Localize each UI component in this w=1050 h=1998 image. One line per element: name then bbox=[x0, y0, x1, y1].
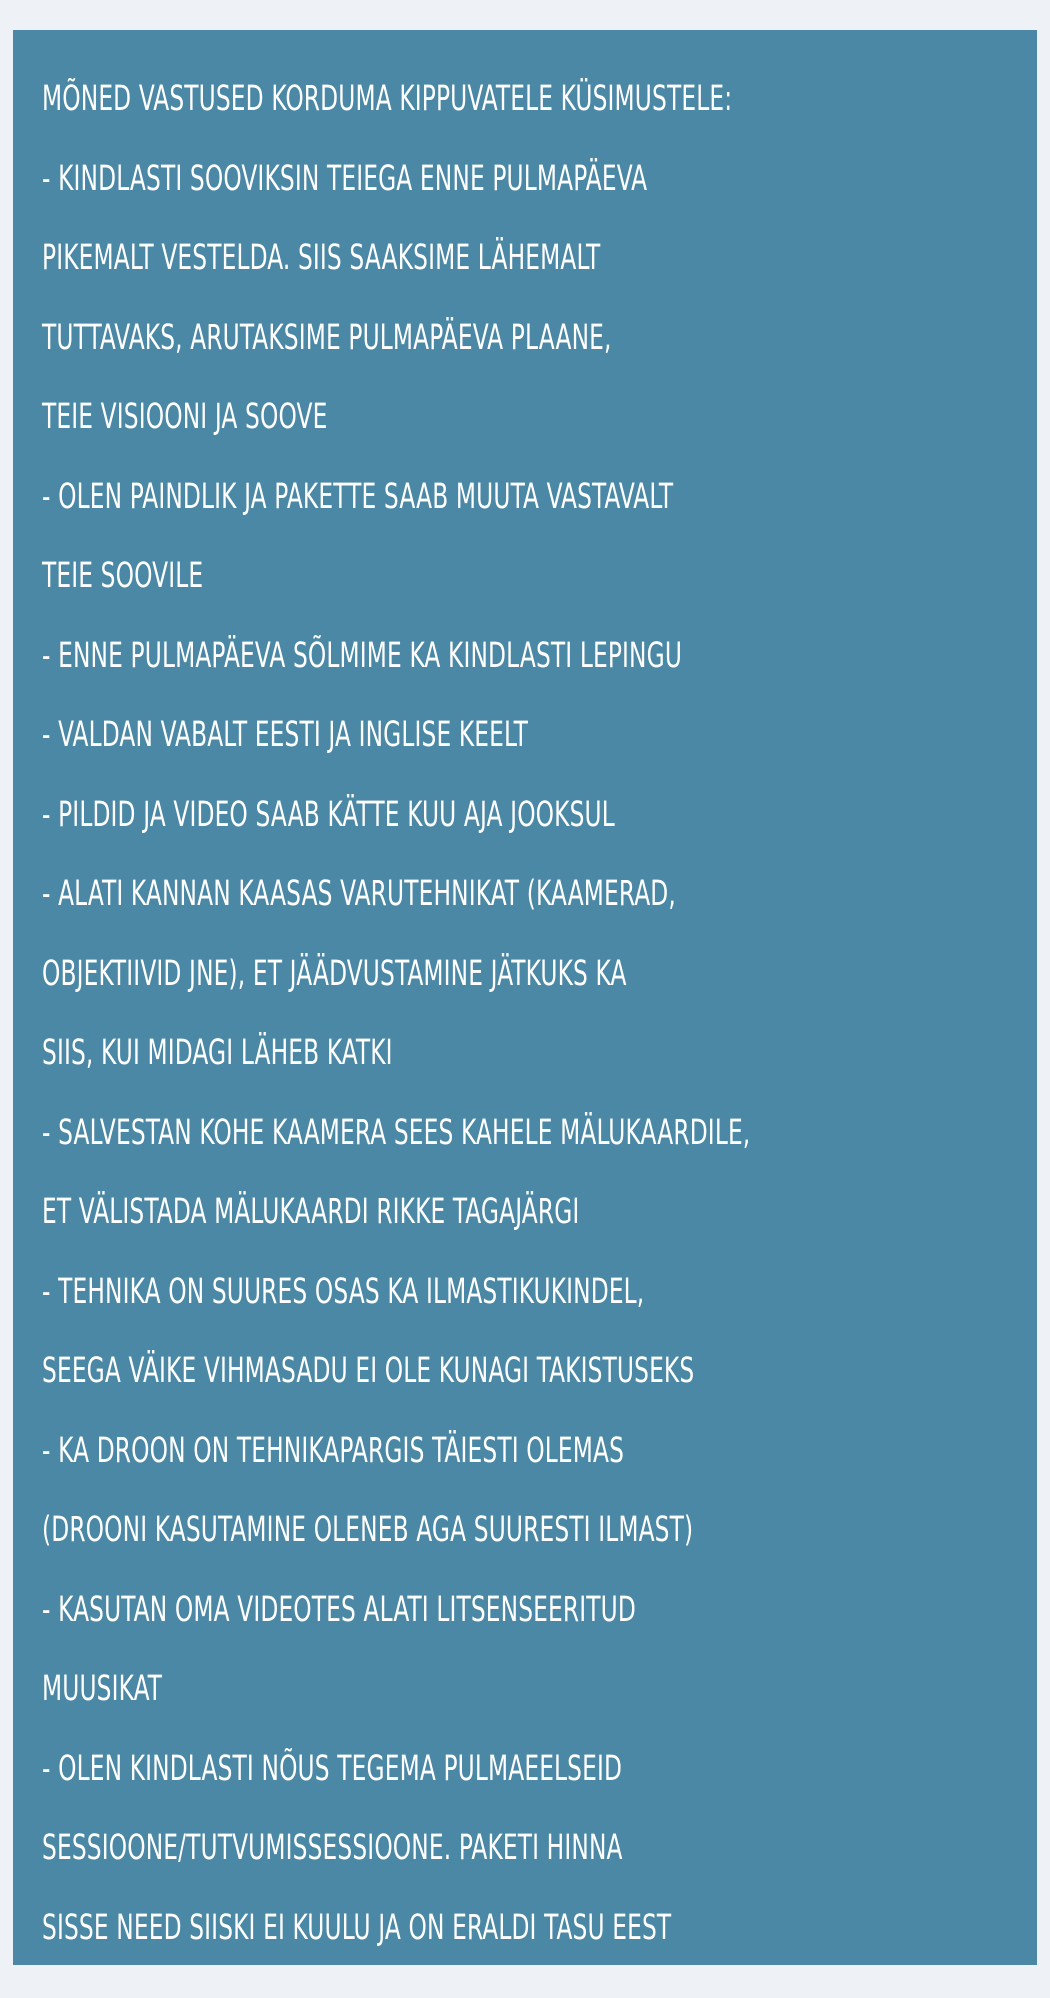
faq-line: SISSE NEED SIISKI EI KUULU JA ON ERALDI TASU EEST bbox=[42, 1907, 672, 1948]
faq-line: MUUSIKAT bbox=[42, 1669, 163, 1709]
faq-line: TUTTAVAKS, ARUTAKSIME PULMAPÄEVA PLAANE, bbox=[42, 317, 612, 358]
faq-line: OBJEKTIIVID JNE), ET JÄÄDVUSTAMINE JÄTKUKS KA bbox=[42, 953, 627, 994]
faq-line: (DROONI KASUTAMINE OLENEB AGA SUURESTI ILMAST) bbox=[42, 1510, 694, 1550]
faq-line: SEEGA VÄIKE VIHMASADU EI OLE KUNAGI TAKISTUSEKS bbox=[42, 1351, 695, 1391]
faq-line: SIIS, KUI MIDAGI LÄHEB KATKI bbox=[42, 1033, 393, 1073]
faq-line: - VALDAN VABALT EESTI JA INGLISE KEELT bbox=[42, 715, 528, 755]
faq-line: - OLEN PAINDLIK JA PAKETTE SAAB MUUTA VASTAVALT bbox=[42, 476, 674, 517]
faq-line: ET VÄLISTADA MÄLUKAARDI RIKKE TAGAJÄRGI bbox=[42, 1192, 580, 1232]
faq-line: - ALATI KANNAN KAASAS VARUTEHNIKAT (KAAMERAD, bbox=[42, 874, 676, 914]
faq-line: TEIE SOOVILE bbox=[42, 556, 204, 596]
faq-line: TEIE VISIOONI JA SOOVE bbox=[42, 397, 328, 437]
faq-line: - PILDID JA VIDEO SAAB KÄTTE KUU AJA JOOKSUL bbox=[42, 794, 615, 835]
faq-heading: MÕNED VASTUSED KORDUMA KIPPUVATELE KÜSIMUSTELE: bbox=[42, 79, 733, 119]
faq-line: - SALVESTAN KOHE KAAMERA SEES KAHELE MÄLUKAARDILE, bbox=[42, 1112, 751, 1153]
faq-line: - TEHNIKA ON SUURES OSAS KA ILMASTIKUKINDEL, bbox=[42, 1271, 645, 1312]
faq-line: - KA DROON ON TEHNIKAPARGIS TÄIESTI OLEMAS bbox=[42, 1430, 625, 1471]
faq-line: - ENNE PULMAPÄEVA SÕLMIME KA KINDLASTI LEPINGU bbox=[42, 635, 683, 676]
faq-line: - KASUTAN OMA VIDEOTES ALATI LITSENSEERITUD bbox=[42, 1589, 636, 1630]
faq-line: - KINDLASTI SOOVIKSIN TEIEGA ENNE PULMAPÄEVA bbox=[42, 158, 648, 199]
faq-line: PIKEMALT VESTELDA. SIIS SAAKSIME LÄHEMALT bbox=[42, 238, 601, 278]
faq-line: - OLEN KINDLASTI NÕUS TEGEMA PULMAEELSEID bbox=[42, 1748, 623, 1789]
faq-panel bbox=[13, 30, 1037, 1965]
faq-line: SESSIOONE/TUTVUMISSESSIOONE. PAKETI HINNA bbox=[42, 1828, 623, 1868]
